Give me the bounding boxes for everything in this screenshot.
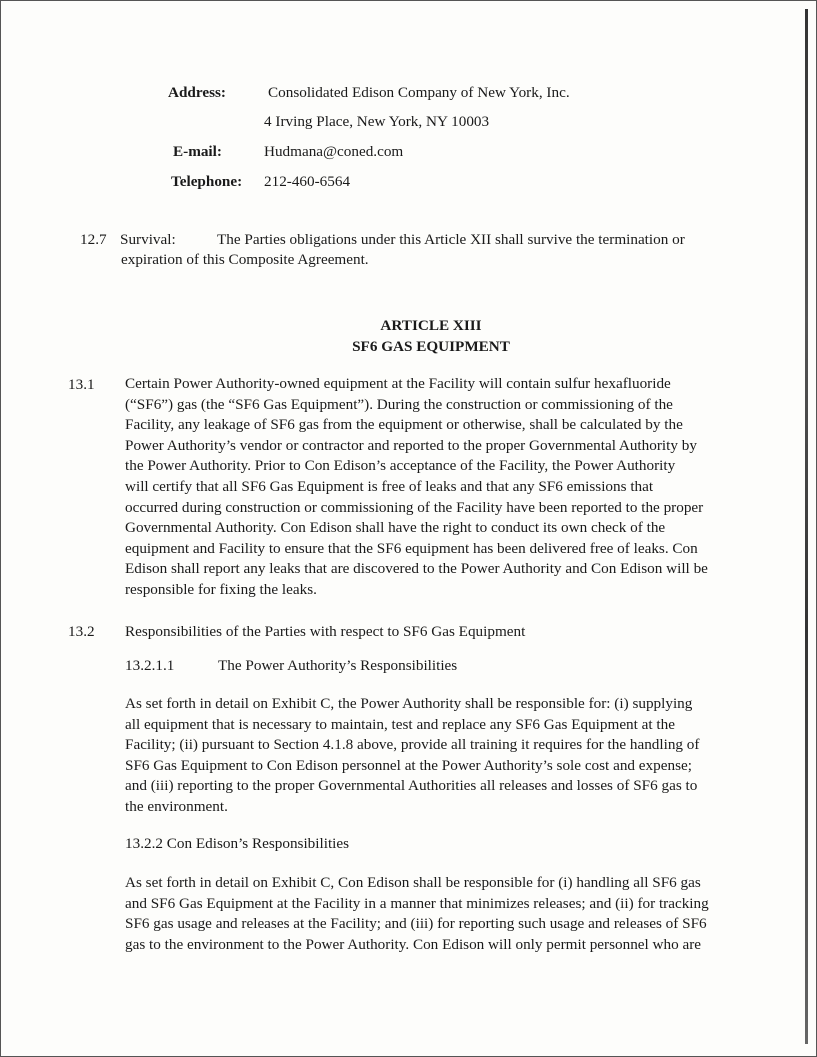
section-13-2-2-body: [125, 873, 709, 955]
section-13-2-1-1-body: [125, 694, 699, 818]
section-13-1-body: [125, 374, 708, 601]
address-label: Address:: [168, 84, 226, 101]
section-13-2-2-line: As set forth in detail on Exhibit C, Con Edison shall be responsible for (i) handling all SF6 gas: [125, 874, 701, 891]
section-13-2-1-1-line: As set forth in detail on Exhibit C, the Power Authority shall be responsible for: (i) supplying: [125, 695, 693, 712]
section-13-2-number: 13.2: [68, 623, 95, 640]
article-title: SF6 GAS EQUIPMENT: [352, 338, 510, 355]
section-13-2-1-1-number: 13.2.1.1: [125, 657, 175, 674]
section-13-1-line: Certain Power Authority-owned equipment at the Facility will contain sulfur hexafluoride: [125, 375, 671, 392]
telephone-value: 212-460-6564: [264, 173, 351, 190]
scan-edge-bar: [805, 9, 808, 1044]
section-13-2-1-1-line: and (iii) reporting to the proper Governmental Authorities all releases and losses of SF6 gas to: [125, 777, 698, 795]
section-13-1-line: Power Authority’s vendor or contractor and reported to the proper Governmental Authority by: [125, 436, 697, 454]
section-13-2-2-line: SF6 gas usage and releases at the Facility; and (iii) for reporting such usage and releases of SF6: [125, 915, 707, 933]
section-13-2-2-line: and SF6 Gas Equipment at the Facility in a manner that minimizes releases; and (ii) for tracking: [125, 894, 709, 912]
article-number: ARTICLE XIII: [380, 317, 482, 334]
section-12-7-line-1: The Parties obligations under this Article XII shall survive the termination or: [217, 231, 685, 248]
section-13-1-line: Facility, any leakage of SF6 gas from the equipment or otherwise, shall be calculated by the: [125, 416, 683, 434]
section-12-7-line-2: expiration of this Composite Agreement.: [121, 251, 369, 268]
section-13-1-number: 13.1: [68, 376, 95, 393]
telephone-label: Telephone:: [171, 173, 243, 190]
section-13-1-line: the Power Authority. Prior to Con Edison’s acceptance of the Facility, the Power Authority: [125, 457, 676, 475]
section-12-7-title: Survival:: [120, 231, 176, 248]
section-13-2-1-1-line: Facility; (ii) pursuant to Section 4.1.8 above, provide all training it requires for the handling of: [125, 736, 700, 754]
section-13-2-1-1-title: The Power Authority’s Responsibilities: [218, 657, 458, 674]
address-line-2: 4 Irving Place, New York, NY 10003: [264, 113, 490, 130]
section-13-2-2-heading: 13.2.2 Con Edison’s Responsibilities: [125, 835, 350, 852]
section-13-2-title: Responsibilities of the Parties with respect to SF6 Gas Equipment: [125, 623, 526, 640]
email-value: Hudmana@coned.com: [264, 143, 404, 160]
section-13-2-1-1-line: the environment.: [125, 797, 228, 815]
section-13-1-line: (“SF6”) gas (the “SF6 Gas Equipment”). During the construction or commissioning of the: [125, 395, 673, 413]
section-13-1-line: Edison shall report any leaks that are discovered to the Power Authority and Con Edison will be: [125, 560, 708, 578]
section-12-7-number: 12.7: [80, 231, 107, 248]
section-13-1-line: equipment and Facility to ensure that the SF6 equipment has been delivered free of leaks. Con: [125, 539, 698, 557]
section-13-2-1-1-line: all equipment that is necessary to maintain, test and replace any SF6 Gas Equipment at the: [125, 715, 675, 733]
section-13-1-line: occurred during construction or commissioning of the Facility have been reported to the proper: [125, 498, 704, 516]
section-13-1-line: will certify that all SF6 Gas Equipment is free of leaks and that any SF6 emissions that: [125, 477, 654, 495]
email-label: E-mail:: [173, 143, 222, 160]
section-13-1-line: Governmental Authority. Con Edison shall have the right to conduct its own check of the: [125, 519, 666, 537]
section-13-2-2-line: gas to the environment to the Power Authority. Con Edison will only permit personnel who are: [125, 935, 702, 953]
address-line-1: Consolidated Edison Company of New York, Inc.: [268, 84, 570, 101]
section-13-1-line: responsible for fixing the leaks.: [125, 580, 317, 598]
section-13-2-1-1-line: SF6 Gas Equipment to Con Edison personnel at the Power Authority’s sole cost and expense;: [125, 756, 692, 774]
